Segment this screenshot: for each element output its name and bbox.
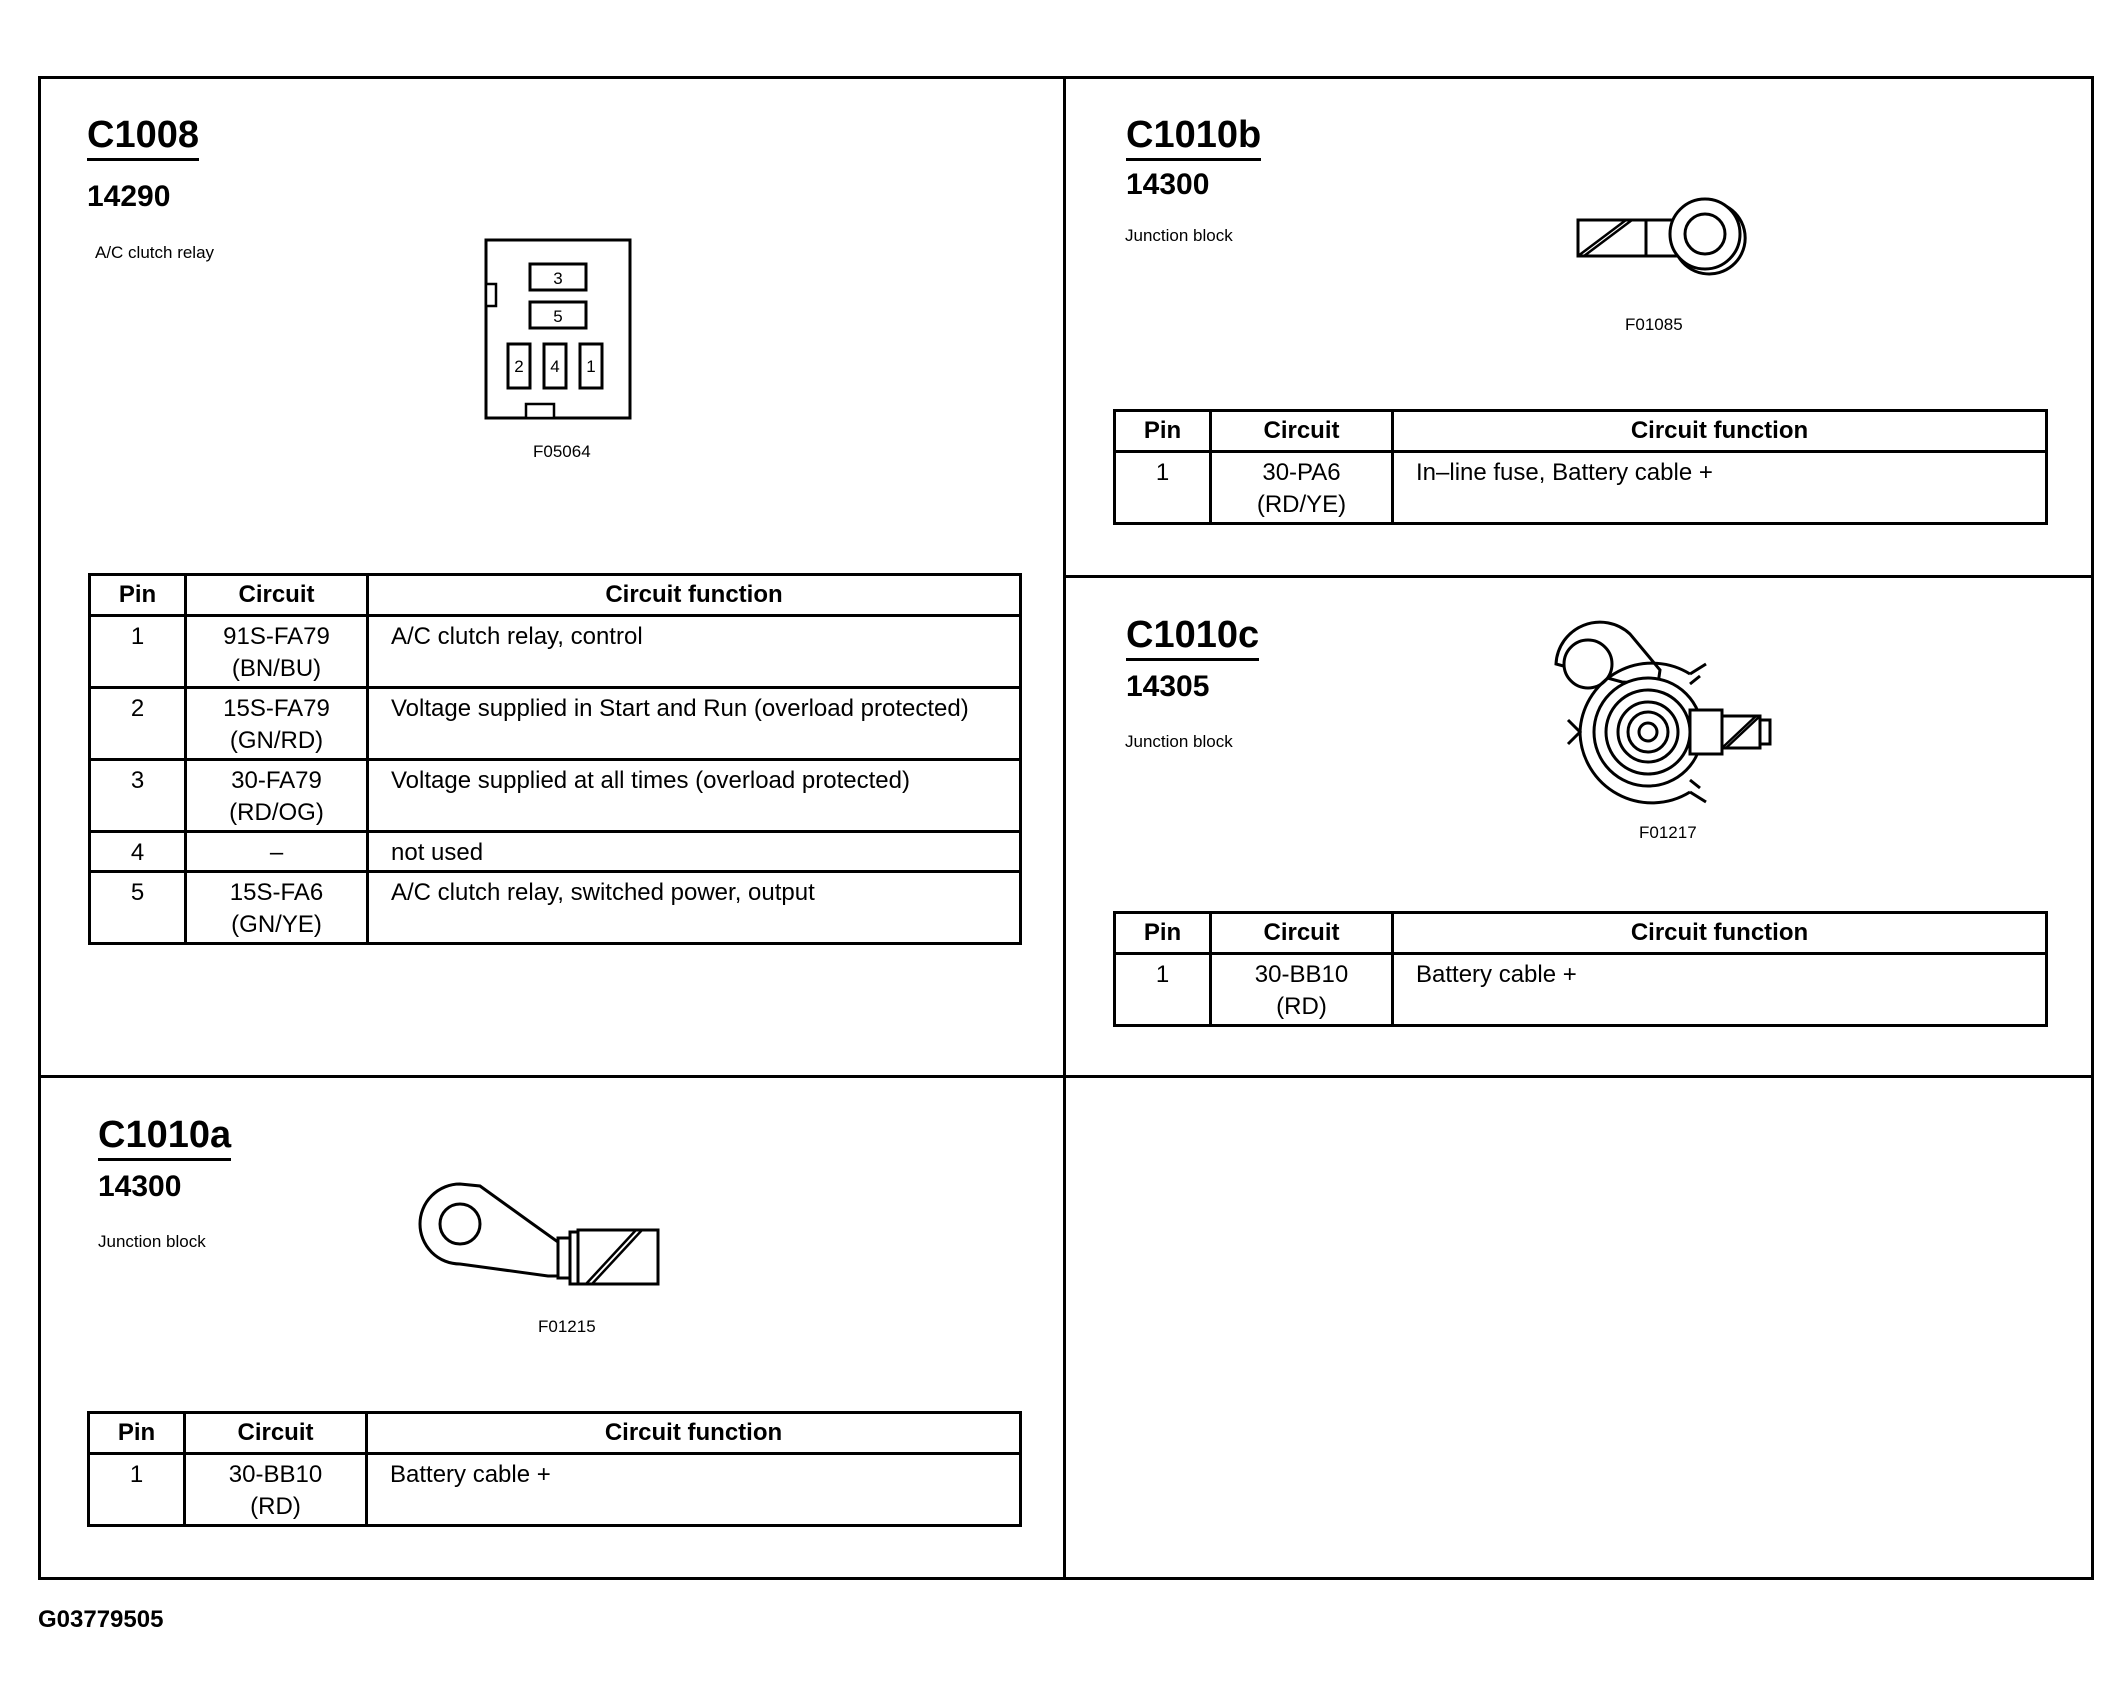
wire-color: (BN/BU)	[231, 655, 322, 682]
header-function: Circuit function	[1393, 411, 2047, 452]
figure-code: F01085	[1625, 315, 1683, 334]
pin-label-5: 5	[553, 307, 563, 326]
header-circuit: Circuit	[185, 1413, 367, 1454]
table-row	[90, 872, 1021, 944]
function-cell: A/C clutch relay, switched power, output	[368, 872, 1021, 944]
header-pin: Pin	[90, 575, 186, 616]
circuit-cell	[1211, 954, 1393, 1026]
connector-description: Junction block	[1125, 732, 1233, 751]
pin-table-c1010c	[1113, 911, 2048, 1027]
header-pin: Pin	[1115, 411, 1211, 452]
header-function: Circuit function	[368, 575, 1021, 616]
part-number: 14305	[1126, 670, 1210, 703]
connector-description: Junction block	[98, 1232, 206, 1251]
pin-cell: 5	[90, 872, 186, 944]
pin-cell: 1	[90, 616, 186, 688]
part-number: 14300	[98, 1170, 182, 1203]
eyelet-terminal-drawing	[420, 1176, 670, 1286]
circuit-cell	[186, 872, 368, 944]
pin-table-c1008	[88, 573, 1022, 945]
wire-color: (GN/RD)	[229, 727, 324, 754]
relay-connector-face-drawing	[480, 236, 640, 420]
function-cell: Voltage supplied in Start and Run (overload protected)	[368, 688, 1021, 760]
table-row	[90, 760, 1021, 832]
connector-description: Junction block	[1125, 226, 1233, 245]
connector-title: C1010a	[98, 1116, 231, 1161]
figure-code: F01215	[538, 1317, 596, 1336]
vertical-divider	[1063, 76, 1066, 1580]
part-number: 14300	[1126, 168, 1210, 201]
divider-right-upper	[1063, 575, 2094, 578]
table-row	[90, 616, 1021, 688]
wire-color: (RD)	[1276, 993, 1327, 1020]
function-cell: Voltage supplied at all times (overload protected)	[368, 760, 1021, 832]
table-row	[90, 832, 1021, 872]
circuit-id: 30-PA6	[1262, 459, 1341, 486]
part-number: 14290	[87, 180, 171, 213]
pin-cell: 1	[89, 1454, 185, 1526]
pin-label-4: 4	[550, 357, 560, 376]
header-circuit: Circuit	[186, 575, 368, 616]
header-circuit: Circuit	[1211, 411, 1393, 452]
pin-table-c1010a	[87, 1411, 1022, 1527]
wire-color: (GN/YE)	[231, 911, 322, 938]
connector-title: C1010c	[1126, 616, 1259, 661]
pin-label-2: 2	[514, 357, 524, 376]
pin-cell: 3	[90, 760, 186, 832]
divider-lower	[38, 1075, 2094, 1078]
function-cell: not used	[368, 832, 1021, 872]
header-circuit: Circuit	[1211, 913, 1393, 954]
table-row	[1115, 954, 2047, 1026]
circuit-id: 15S-FA6	[229, 879, 324, 906]
table-header-row	[89, 1413, 1021, 1454]
table-header-row	[90, 575, 1021, 616]
circuit-cell	[185, 1454, 367, 1526]
function-cell: Battery cable +	[1393, 954, 2047, 1026]
figure-code: F01217	[1639, 823, 1697, 842]
function-cell: A/C clutch relay, control	[368, 616, 1021, 688]
pin-cell: 4	[90, 832, 186, 872]
header-pin: Pin	[89, 1413, 185, 1454]
pin-cell: 1	[1115, 954, 1211, 1026]
connector-title: C1010b	[1126, 116, 1261, 161]
circuit-id: 30-BB10	[1254, 961, 1349, 988]
circuit-cell	[186, 688, 368, 760]
wire-color: (RD/YE)	[1256, 491, 1347, 518]
connector-description: A/C clutch relay	[95, 243, 215, 262]
connector-title: C1008	[87, 116, 199, 161]
circuit-cell	[186, 832, 368, 872]
wire-color: (RD/OG)	[229, 799, 324, 826]
circuit-id: 30-BB10	[228, 1461, 323, 1488]
wire-color: (RD)	[250, 1493, 301, 1520]
circuit-cell	[186, 760, 368, 832]
pin-label-1: 1	[586, 357, 596, 376]
function-cell: Battery cable +	[367, 1454, 1021, 1526]
header-function: Circuit function	[1393, 913, 2047, 954]
pin-cell: 2	[90, 688, 186, 760]
figure-footer-code: G03779505	[38, 1606, 164, 1633]
header-pin: Pin	[1115, 913, 1211, 954]
table-header-row	[1115, 411, 2047, 452]
junction-terminal-drawing	[1540, 620, 1780, 800]
table-row	[89, 1454, 1021, 1526]
function-cell: In–line fuse, Battery cable +	[1393, 452, 2047, 524]
circuit-id: 91S-FA79	[223, 623, 330, 650]
circuit-cell	[186, 616, 368, 688]
pin-cell: 1	[1115, 452, 1211, 524]
table-row	[90, 688, 1021, 760]
pin-table-c1010b	[1113, 409, 2048, 525]
figure-code: F05064	[533, 442, 591, 461]
table-row	[1115, 452, 2047, 524]
table-header-row	[1115, 913, 2047, 954]
circuit-id: 30-FA79	[231, 767, 322, 794]
circuit-id: 15S-FA79	[223, 695, 330, 722]
header-function: Circuit function	[367, 1413, 1021, 1454]
circuit-cell	[1211, 452, 1393, 524]
pin-label-3: 3	[553, 269, 563, 288]
ring-terminal-drawing	[1570, 190, 1750, 270]
circuit-id: –	[269, 839, 284, 866]
